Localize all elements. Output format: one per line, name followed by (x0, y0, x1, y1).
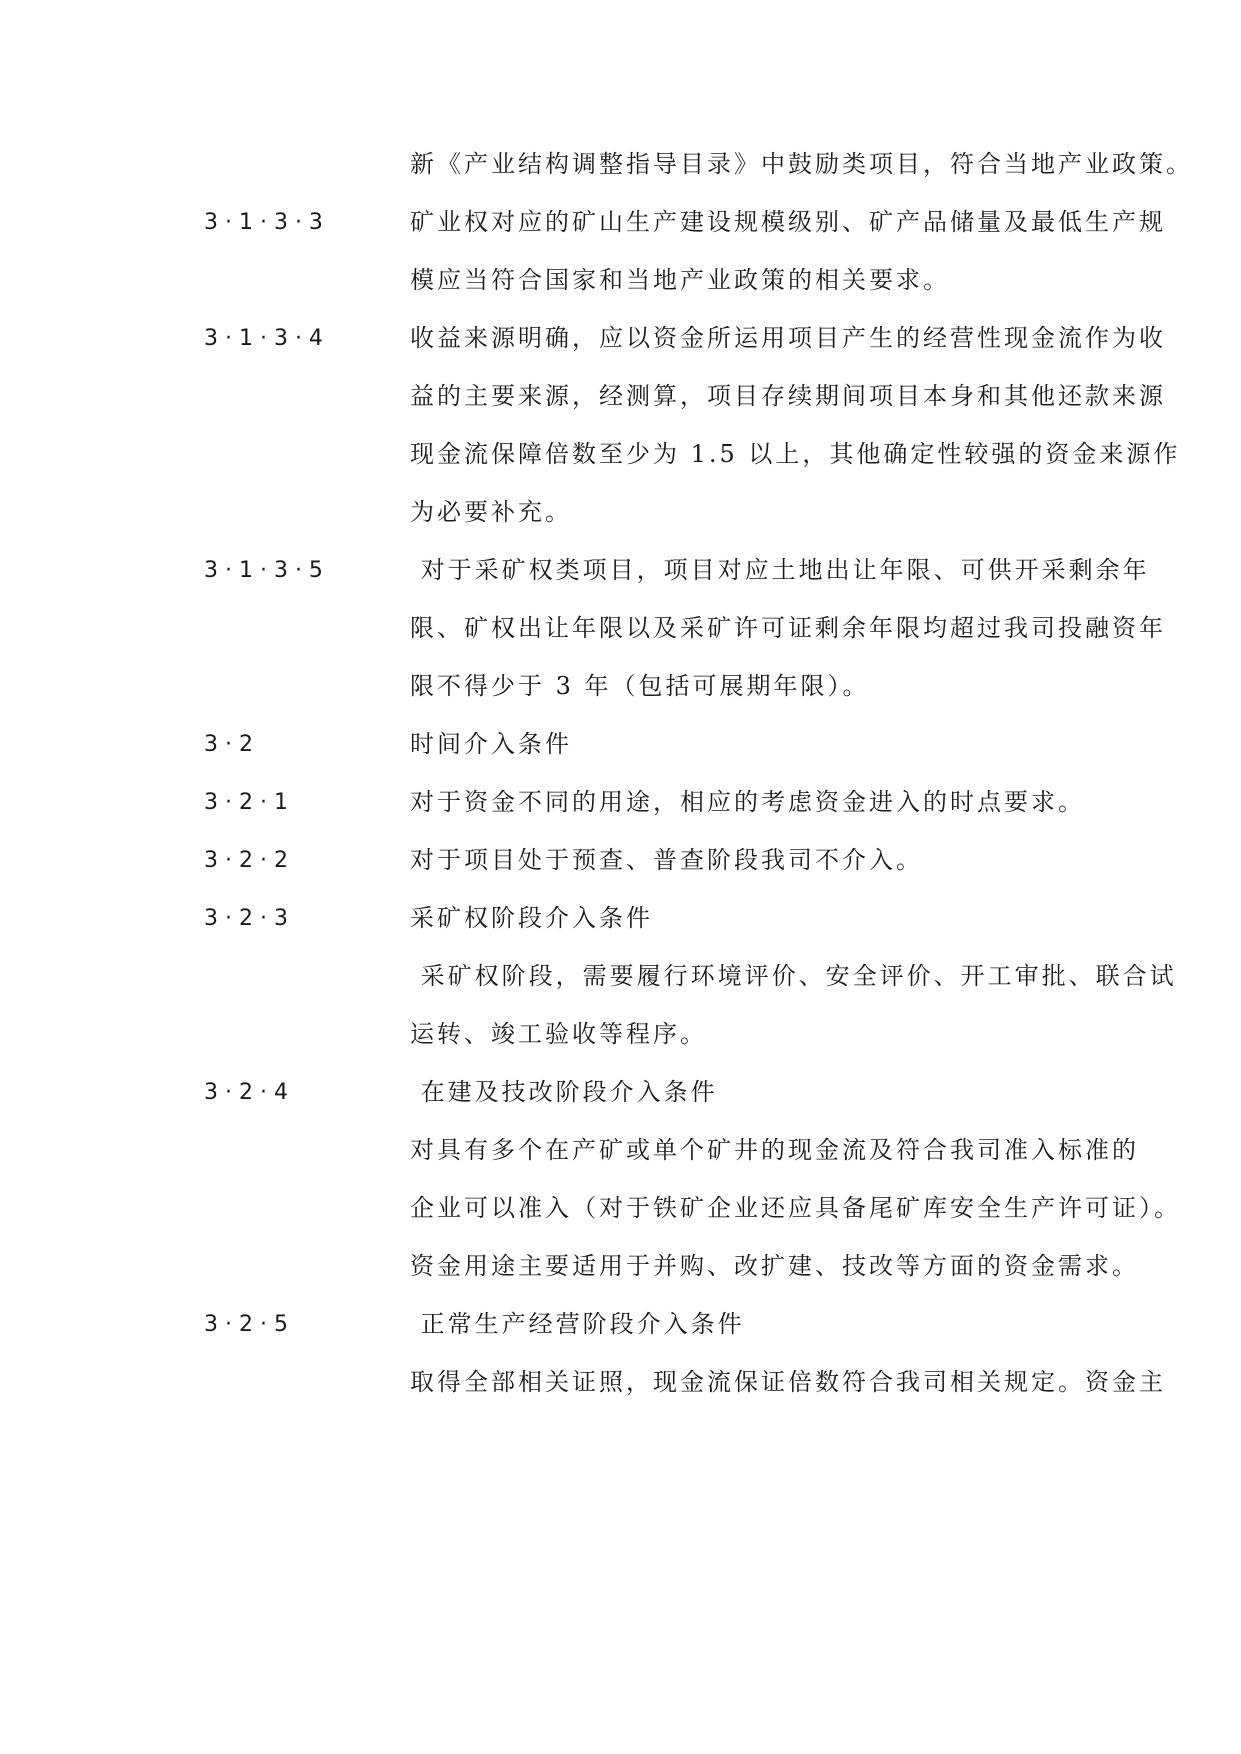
text-line: 对于资金不同的用途，相应的考虑资金进入的时点要求。 (410, 788, 1085, 816)
text-line: 对于采矿权类项目，项目对应土地出让年限、可供开采剩余年 (410, 556, 1150, 584)
section-number: 3 · 2 · 4 (204, 1080, 288, 1105)
text-line: 对具有多个在产矿或单个矿井的现金流及符合我司准入标准的 (410, 1136, 1139, 1164)
section-number: 3 · 2 · 1 (204, 790, 288, 815)
text-line: 收益来源明确，应以资金所运用项目产生的经营性现金流作为收 (410, 324, 1166, 352)
text-line: 矿业权对应的矿山生产建设规模级别、矿产品储量及最低生产规 (410, 208, 1166, 236)
text-line: 时间介入条件 (410, 730, 572, 758)
text-line: 在建及技改阶段介入条件 (410, 1078, 718, 1106)
section-number: 3 · 2 (204, 732, 253, 757)
section-number: 3 · 2 · 3 (204, 906, 288, 931)
section-number: 3 · 1 · 3 · 5 (204, 558, 323, 583)
text-line: 模应当符合国家和当地产业政策的相关要求。 (410, 266, 950, 294)
text-line: 运转、竣工验收等程序。 (410, 1020, 707, 1048)
section-number: 3 · 2 · 2 (204, 848, 288, 873)
text-line: 新《产业结构调整指导目录》中鼓励类项目，符合当地产业政策。 (410, 150, 1193, 178)
text-line: 为必要补充。 (410, 498, 572, 526)
text-line: 益的主要来源，经测算，项目存续期间项目本身和其他还款来源 (410, 382, 1166, 410)
text-line: 正常生产经营阶段介入条件 (410, 1310, 745, 1338)
section-number: 3 · 2 · 5 (204, 1312, 288, 1337)
section-number: 3 · 1 · 3 · 4 (204, 326, 323, 351)
text-line: 限不得少于 3 年（包括可展期年限）。 (410, 672, 870, 700)
text-line: 采矿权阶段介入条件 (410, 904, 653, 932)
text-line: 采矿权阶段，需要履行环境评价、安全评价、开工审批、联合试 (410, 962, 1177, 990)
text-line: 取得全部相关证照，现金流保证倍数符合我司相关规定。资金主 (410, 1368, 1166, 1396)
text-line: 对于项目处于预查、普查阶段我司不介入。 (410, 846, 923, 874)
text-line: 限、矿权出让年限以及采矿许可证剩余年限均超过我司投融资年 (410, 614, 1166, 642)
section-number: 3 · 1 · 3 · 3 (204, 210, 323, 235)
text-line: 现金流保障倍数至少为 1.5 以上，其他确定性较强的资金来源作 (410, 440, 1181, 468)
text-line: 企业可以准入（对于铁矿企业还应具备尾矿库安全生产许可证）。 (410, 1194, 1181, 1222)
text-line: 资金用途主要适用于并购、改扩建、技改等方面的资金需求。 (410, 1252, 1139, 1280)
